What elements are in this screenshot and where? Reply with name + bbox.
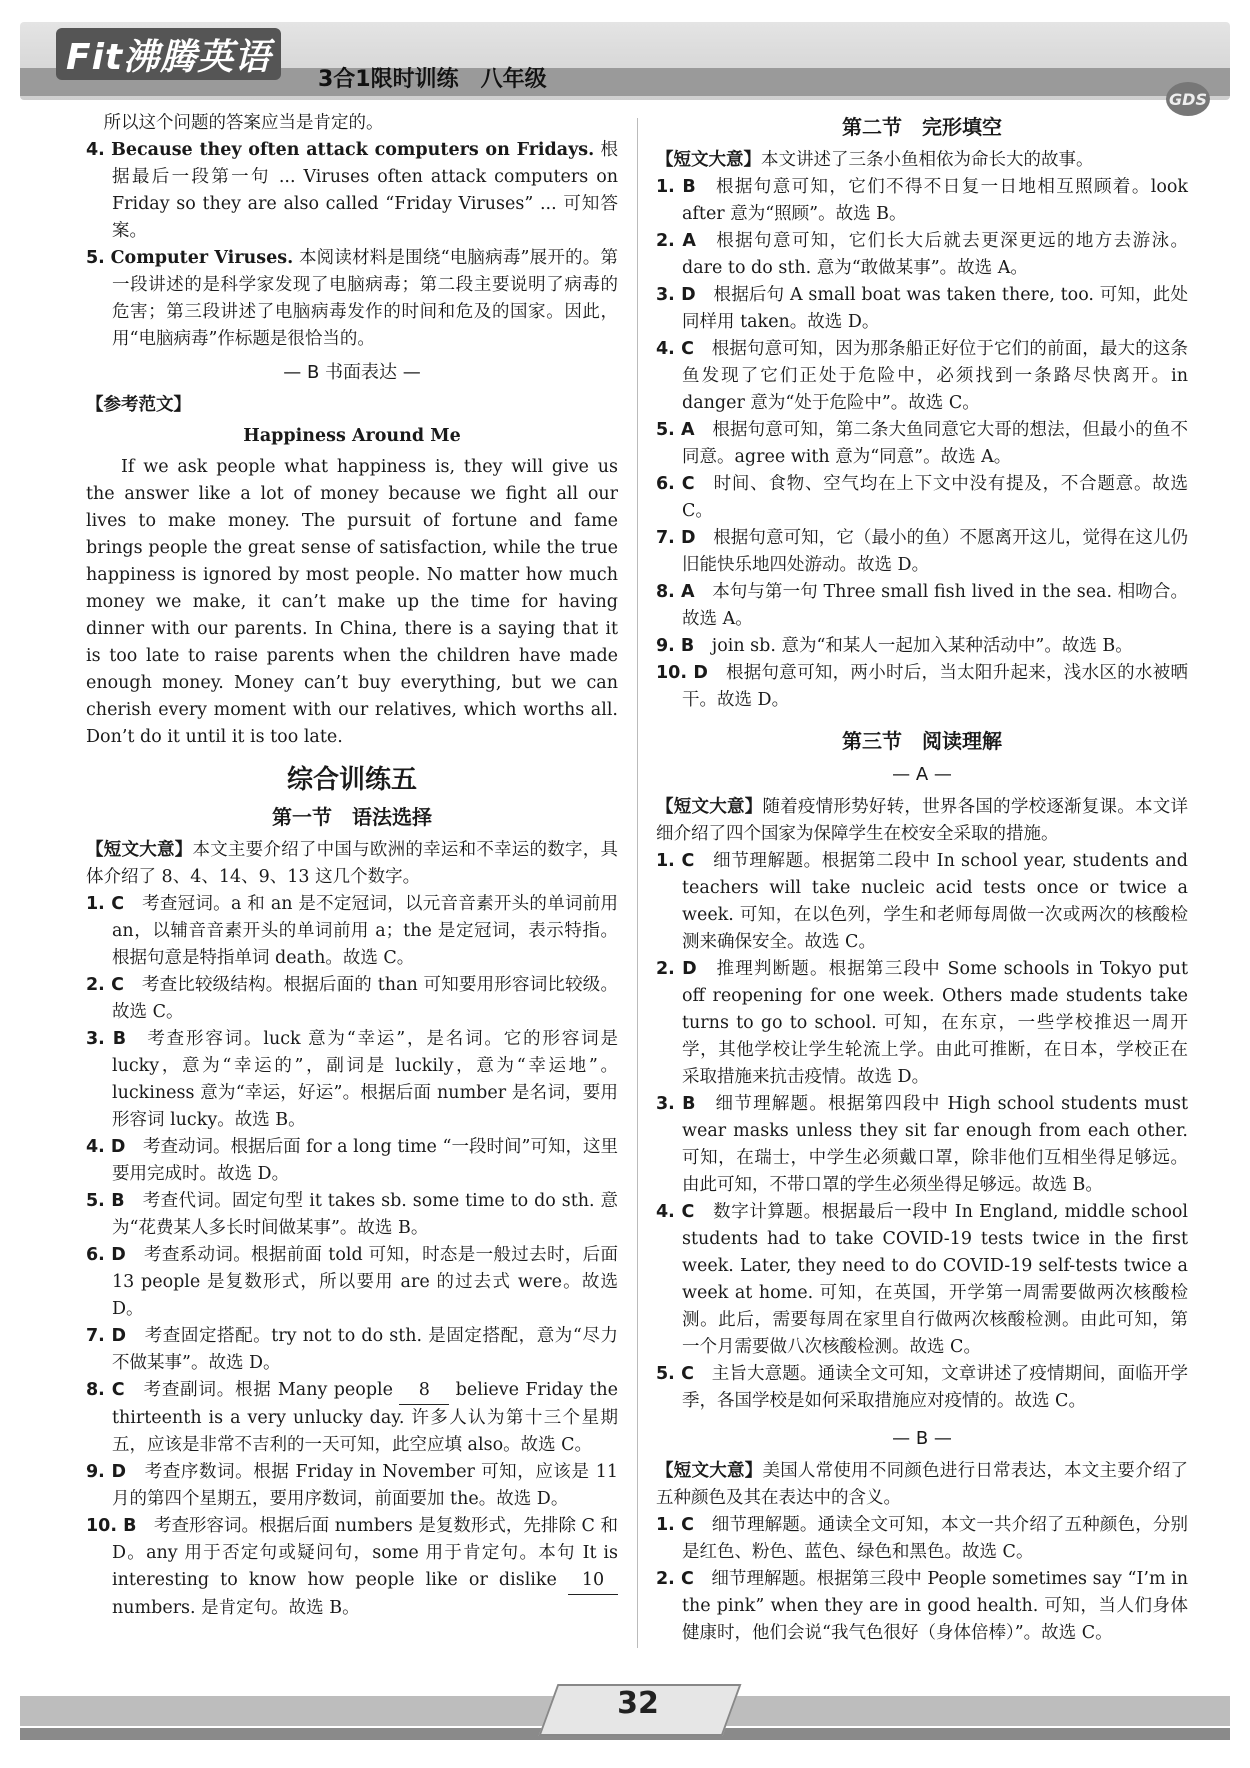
answer-item: 7. D 考查固定搭配。try not to do sth. 是固定搭配，意为“尽力不做某事”。故选 D。: [86, 1326, 618, 1373]
answer-item: 3. B 细节理解题。根据第四段中 High school students must wear masks unless they sit far enough from each other. 可知，在瑞士，中学生必须戴口罩，除非他们互相坐得足够远。由此可知，不带口罩的学生必须坐得足够远。故选 B。: [656, 1094, 1188, 1195]
answer-item: 10. D 根据句意可知，两小时后，当太阳升起来，浅水区的水被晒干。故选 D。: [656, 663, 1188, 710]
answer-item: 4. C 数字计算题。根据最后一段中 In England, middle school students had to take COVID-19 tests twice in the first week. Later, they need to do COVID-19 self-tests twice a week at home. 可知，在英国，开学第一周需要做两次核酸检测。此后，需要每周在家里自行做两次核酸检测。由此可知，第一个月需要做八次核酸检测。故选 C。: [656, 1202, 1189, 1357]
section-b-heading: — B 书面表达 —: [283, 362, 421, 383]
answer-item: 3. B 考查形容词。luck 意为“幸运”，是名词。它的形容词是 lucky，意为“幸运的”，副词是 luckily，意为“幸运地”。luckiness 意为“幸运，好运”。根据后面 number 是名词，要用形容词 lucky。故选 B。: [86, 1029, 619, 1130]
answer-item: 2. D 推理判断题。根据第三段中 Some schools in Tokyo put off reopening for one week. Others made students take turns to go to school. 可知，在东京，一些学校推迟一周开学，其他学校让学生轮流上学。由此可推断，在日本，学校正在采取措施来抗击疫情。故选 D。: [656, 959, 1188, 1087]
answer-item: 5. A 根据句意可知，第二条大鱼同意它大哥的想法，但最小的鱼不同意。agree with 意为“同意”。故选 A。: [656, 420, 1189, 467]
left-column: [86, 110, 618, 1622]
right-column: [656, 110, 1188, 1647]
answer-item: 5. B 考查代词。固定句型 it takes sb. some time to do sth. 意为“花费某人多长时间做某事”。故选 B。: [86, 1191, 618, 1238]
column-divider: [637, 118, 638, 1648]
part-a-heading: — A —: [892, 764, 952, 785]
gds-badge: GDS: [1166, 82, 1210, 116]
section-title: 第二节 完形填空: [842, 115, 1002, 139]
answer-item: 8. C 考查副词。根据 Many people 8 believe Friday the thirteenth is a very unlucky day. 许多人认为第十三个星期五，应该是非常不吉利的一天可知，此空应填 also。故选 C。: [86, 1377, 618, 1459]
answer-item: 1. C 考查冠词。a 和 an 是不定冠词，以元音音素开头的单词前用 an，以辅音音素开头的单词前用 a；the 是定冠词，表示特指。根据句意是特指单词 death。故选 C。: [86, 894, 619, 968]
summary: 【短文大意】本文讲述了三条小鱼相依为命长大的故事。: [656, 150, 1094, 170]
answer-item: 10. B 考查形容词。根据后面 numbers 是复数形式，先排除 C 和 D。any 用于否定句或疑问句，some 用于肯定句。本句 It is interesting to know how people like or dislike 10 numbers. 是肯定句。故选 B。: [86, 1516, 618, 1618]
answer-item: 1. C 细节理解题。通读全文可知，本文一共介绍了五种颜色，分别是红色、粉色、蓝色、绿色和黑色。故选 C。: [656, 1515, 1188, 1562]
continued-text: 所以这个问题的答案应当是肯定的。: [103, 113, 384, 133]
answer-item: 5. Computer Viruses. 本阅读材料是围绕“电脑病毒”展开的。第一段讲述的是科学家发现了电脑病毒；第二段主要说明了病毒的危害；第三段讲述了电脑病毒发作的时间和危及的国家。因此，用“电脑病毒”作标题是很恰当的。: [86, 248, 618, 349]
summary: 【短文大意】美国人常使用不同颜色进行日常表达，本文主要介绍了五种颜色及其在表达中的含义。: [656, 1461, 1189, 1508]
answer-item: 2. C 细节理解题。根据第三段中 People sometimes say “I’m in the pink” when they are in good health. 可知，当人们身体健康时，他们会说“我气色很好（身体倍棒）”。故选 C。: [656, 1569, 1189, 1643]
answer-item: 7. D 根据句意可知，它（最小的鱼）不愿离开这儿，觉得在这儿仍旧能快乐地四处游动。故选 D。: [656, 528, 1189, 575]
answer-item: 2. A 根据句意可知，它们长大后就去更深更远的地方去游泳。dare to do sth. 意为“敢做某事”。故选 A。: [656, 231, 1188, 278]
answer-item: 1. B 根据句意可知，它们不得不日复一日地相互照顾着。look after 意为“照顾”。故选 B。: [656, 177, 1189, 224]
answer-item: 4. C 根据句意可知，因为那条船正好位于它们的前面，最大的这条鱼发现了它们正处于危险中，必须找到一条路尽快离开。in danger 意为“处于危险中”。故选 C。: [656, 339, 1188, 413]
section-title: 第三节 阅读理解: [842, 729, 1002, 753]
section-title: 第一节 语法选择: [272, 805, 432, 829]
blank-8: 8: [399, 1377, 449, 1405]
answer-item: 9. D 考查序数词。根据 Friday in November 可知，应该是 11 月的第四个星期五，要用序数词，前面要加 the。故选 D。: [86, 1462, 618, 1509]
answer-item: 4. Because they often attack computers on Fridays. 根据最后一段第一句 ... Viruses often attack computers on Friday so they are also called “Friday Viruses” ... 可知答案。: [86, 140, 618, 241]
essay-body: If we ask people what happiness is, they will give us the answer like a lot of money because we fight all our lives to make money. The pursuit of fortune and fame brings people the great sense of satisfaction, while the true happiness is ignored by most people. No matter how much money we make, it can’t make up the time for having dinner with our parents. In China, there is a saying that it is too late to raise parents when the children have made enough money. Money can’t buy everything, but we can cherish every moment with our relatives, which worths all. Don’t do it until it is too late.: [86, 457, 618, 747]
blank-10: 10: [568, 1567, 618, 1595]
answer-item: 4. D 考查动词。根据后面 for a long time “一段时间”可知，这里要用完成时。故选 D。: [86, 1137, 618, 1184]
answer-item: 9. B join sb. 意为“和某人一起加入某种活动中”。故选 B。: [656, 636, 1133, 656]
essay-title: Happiness Around Me: [243, 426, 461, 446]
reference-tag: 【参考范文】: [86, 395, 191, 415]
answer-item: 1. C 细节理解题。根据第二段中 In school year, students and teachers will take nucleic acid tests once or twice a week. 可知，在以色列，学生和老师每周做一次或两次的核酸检测来确保安全。故选 C。: [656, 851, 1188, 952]
summary: 【短文大意】随着疫情形势好转，世界各国的学校逐渐复课。本文详细介绍了四个国家为保障学生在校安全采取的措施。: [656, 797, 1189, 844]
page-header: [20, 22, 1230, 109]
summary: 【短文大意】本文主要介绍了中国与欧洲的幸运和不幸运的数字，具体介绍了 8、4、14、9、13 这几个数字。: [86, 840, 619, 887]
answer-item: 5. C 主旨大意题。通读全文可知，文章讲述了疫情期间，面临开学季，各国学校是如何采取措施应对疫情的。故选 C。: [656, 1364, 1188, 1411]
part-b-heading: — B —: [892, 1428, 952, 1449]
page-number: 32: [617, 1686, 659, 1721]
answer-item: 6. C 时间、食物、空气均在上下文中没有提及，不合题意。故选 C。: [656, 474, 1189, 521]
answer-item: 8. A 本句与第一句 Three small fish lived in the sea. 相吻合。故选 A。: [656, 582, 1188, 629]
book-subtitle: 3合1限时训练 八年级: [318, 67, 547, 92]
answer-item: 2. C 考查比较级结构。根据后面的 than 可知要用形容词比较级。故选 C。: [86, 975, 619, 1022]
answer-item: 3. D 根据后句 A small boat was taken there, too. 可知，此处同样用 taken。故选 D。: [656, 285, 1188, 332]
exercise-title: 综合训练五: [286, 765, 417, 795]
brand-logo: Fit沸腾英语: [56, 28, 281, 80]
answer-item: 6. D 考查系动词。根据前面 told 可知，时态是一般过去时，后面 13 people 是复数形式，所以要用 are 的过去式 were。故选 D。: [86, 1245, 618, 1319]
page-footer: [20, 1680, 1230, 1740]
